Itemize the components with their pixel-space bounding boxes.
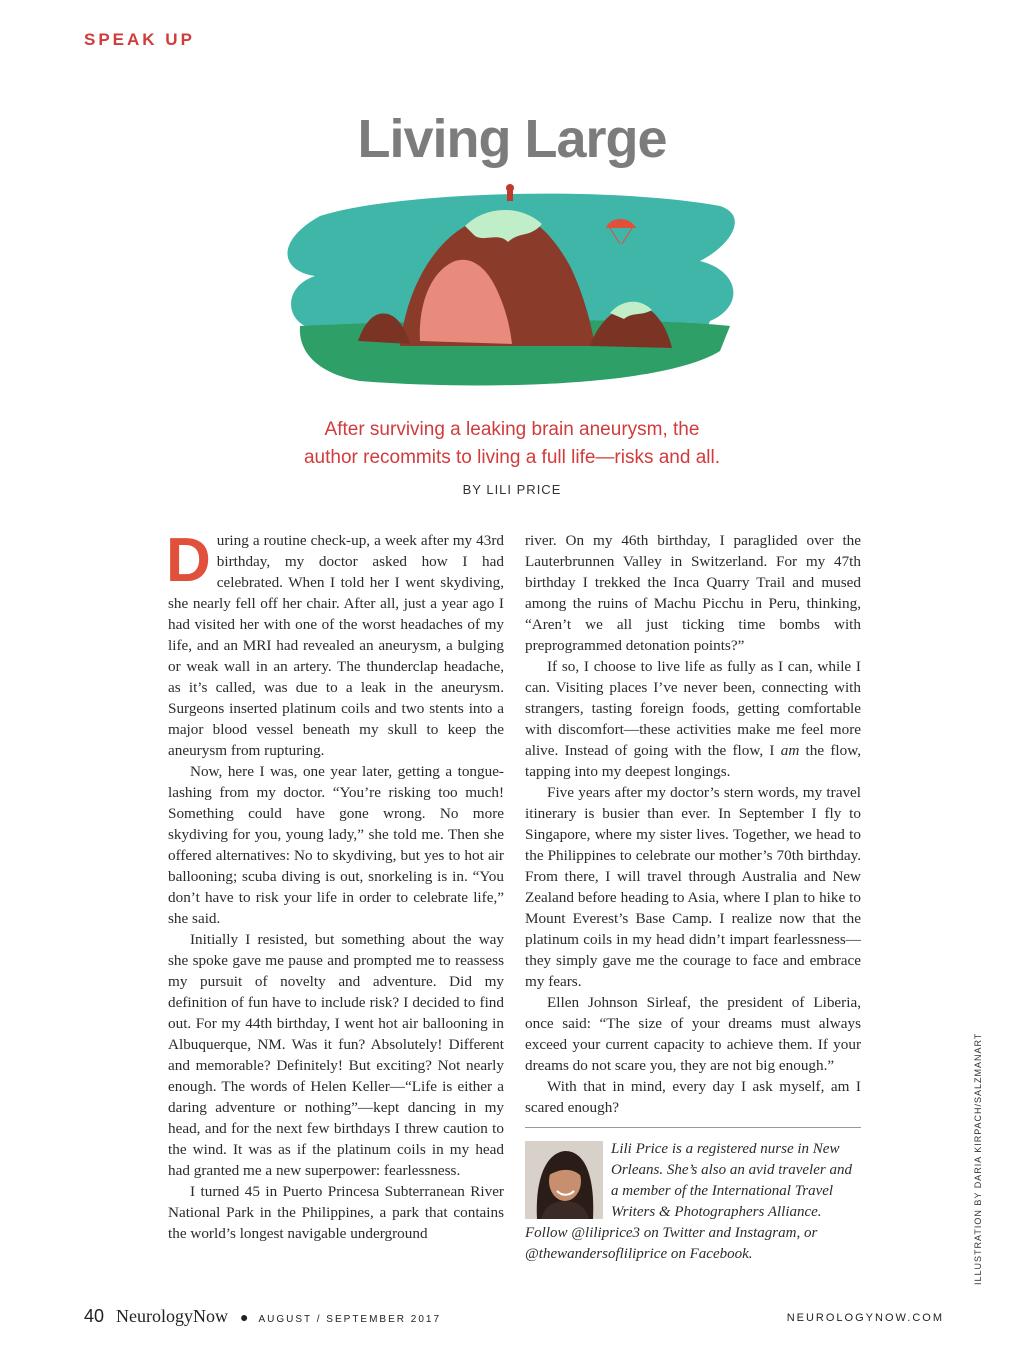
paragraph: With that in mind, every day I ask myself, am I scared enough?	[525, 1078, 861, 1116]
byline: BY LILI PRICE	[462, 482, 562, 497]
bio-text: Lili Price is a registered nurse in New Orleans. She’s also an avid traveler and a member of the International Travel Writers & Photographers Alliance. Follow @liliprice3 on Twitter and Instagram, or @thewandersofliliprice on Facebook.	[525, 1141, 852, 1262]
emphasis-text: am	[780, 742, 800, 759]
paragraph-text: the flow, tapping into my deepest longings.	[525, 742, 861, 780]
section-label: SPEAK UP	[84, 30, 195, 49]
dek-line-2: author recommits to living a full life—risks and all.	[303, 447, 721, 468]
footer-left	[84, 1306, 441, 1327]
paragraph: Initially I resisted, but something about the way she spoke gave me pause and prompted me to reassess my pursuit of novelty and adventure. Did my definition of fun have to include risk? I decided to find out. For my 44th birthday, I went hot air ballooning in Albuquerque, NM. Was it fun? Absolutely! Different and memorable? Definitely! But exciting? Not nearly enough. The words of Helen Keller—“Life is either a daring adventure or nothing”—kept dancing in my head, and for the next few birthdays I threw caution to the wind. It was as if the platinum coils in my head had granted me a new superpower: fearlessness.	[168, 931, 504, 1179]
article-dek	[0, 416, 1024, 472]
paragraph: I turned 45 in Puerto Princesa Subterranean River National Park in the Philippines, a park that contains the world’s longest navigable underground	[168, 1183, 504, 1242]
hiker-figure	[506, 184, 514, 192]
paragraph-text: If so, I choose to live life as fully as I can, while I can. Visiting places I’ve never been, connecting with strangers, tasting foreign foods, getting comfortable with discomfort—these activities make me feel more alive. Instead of going with the flow, I	[525, 658, 861, 759]
page-number: 40	[84, 1306, 105, 1326]
magazine-name: NeurologyNow	[116, 1306, 229, 1326]
article-column-left	[166, 526, 504, 1244]
article-title: Living Large	[357, 109, 667, 169]
website-url: NEUROLOGYNOW.COM	[786, 1312, 944, 1324]
paragraph: Ellen Johnson Sirleaf, the president of Liberia, once said: “The size of your dreams must always exceed your current capacity to achieve them. If your dreams do not scare you, they are not big enough.”	[525, 994, 861, 1074]
mountain-face-illustration	[280, 176, 750, 392]
paragraph	[166, 526, 504, 761]
bio-divider	[525, 1127, 861, 1128]
footer-bullet: ●	[240, 1311, 249, 1326]
author-bio	[525, 1139, 861, 1265]
paragraph	[525, 656, 861, 782]
issue-date: AUGUST / SEPTEMBER 2017	[258, 1314, 442, 1325]
paragraph: Now, here I was, one year later, getting a tongue-lashing from my doctor. “You’re risking too much! Something could have gone wrong. No more skydiving for you, young lady,” she told me. Then she offered alternatives: No to skydiving, but yes to hot air ballooning; scuba diving is out, snorkeling is in. “You don’t have to risk your life in order to celebrate life,” she said.	[168, 763, 504, 927]
drop-cap: D	[166, 526, 211, 595]
dek-line-1: After surviving a leaking brain aneurysm, the	[324, 419, 700, 440]
article-column-right	[525, 530, 861, 1118]
paragraph: river. On my 46th birthday, I paraglided over the Lauterbrunnen Valley in Switzerland. For my 47th birthday I trekked the Inca Quarry Trail and mused among the ruins of Machu Picchu in Peru, thinking, “Aren’t we all just ticking time bombs with preprogrammed detonation points?”	[525, 532, 861, 654]
illustration-credit: ILLUSTRATION BY DARIA KIRPACH/SALZMANART	[973, 1032, 983, 1285]
paragraph: Five years after my doctor’s stern words, my travel itinerary is busier than ever. In September I fly to Singapore, where my sister lives. Together, we head to the Philippines to celebrate our mother’s 70th birthday. From there, I will travel through Australia and New Zealand before heading to Asia, where I plan to hike to Mount Everest’s Base Camp. I realize now that the platinum coils in my head didn’t impart fearlessness—they simply gave me the courage to face and embrace my fears.	[525, 784, 861, 990]
paragraph-text: uring a routine check-up, a week after my 43rd birthday, my doctor asked how I had celebrated. When I told her I went skydiving, she nearly fell off her chair. After all, just a year ago I had visited her with one of the worst headaches of my life, and an MRI had revealed an aneurysm, a bulging or weak wall in an artery. The thunderclap headache, as it’s called, was due to a leak in the aneurysm. Surgeons inserted platinum coils and two stents into a major blood vessel beneath my skull to keep the aneurysm from rupturing.	[168, 532, 504, 759]
